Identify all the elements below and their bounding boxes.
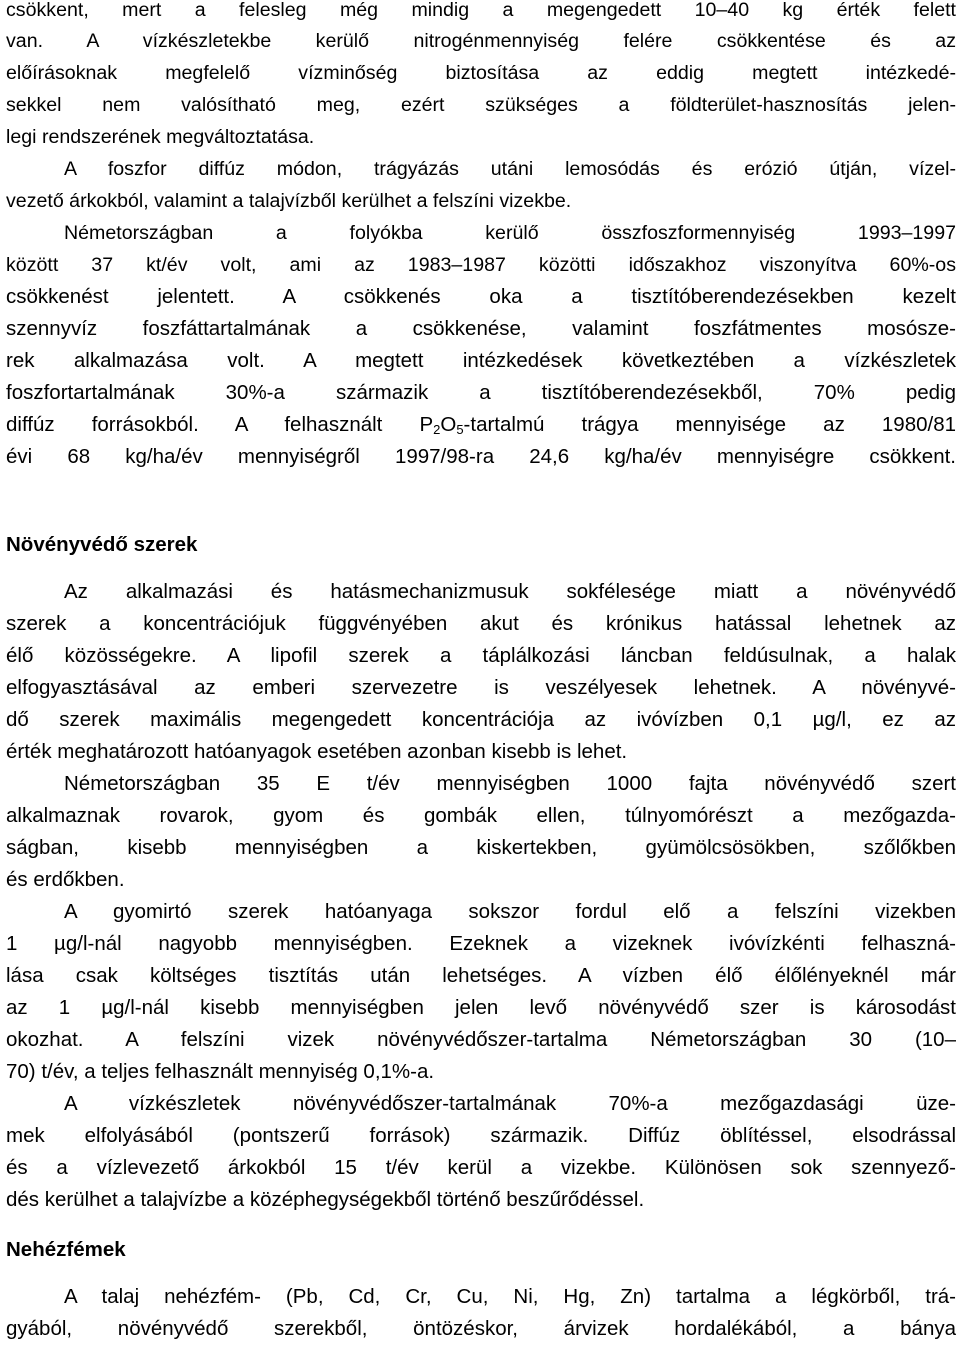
paragraph-line: dés kerülhet a talajvízbe a középhegységekből történő beszűrődéssel. (6, 1188, 645, 1211)
paragraph-line: sekkel nem valósítható meg, ezért szükséges a földterület-hasznosítás jelen- (6, 94, 956, 116)
paragraph-line: gyából, növényvédő szerekből, öntözéskor, árvizek hordalékából, a bánya (6, 1317, 956, 1340)
paragraph-line: Németországban 35 E t/év mennyiségben 1000 fajta növényvédő szert (64, 772, 956, 795)
paragraph-line: lása csak költséges tisztítás után lehetséges. A vízben élő élőlényeknél már (6, 964, 956, 987)
paragraph-line: A gyomirtó szerek hatóanyaga sokszor fordul elő a felszíni vizekben (64, 900, 956, 923)
paragraph-line: csökkent, mert a felesleg még mindig a megengedett 10–40 kg érték felett (6, 0, 956, 21)
paragraph-line: 70) t/év, a teljes felhasznált mennyiség 0,1%-a. (6, 1060, 435, 1083)
paragraph-line: A vízkészletek növényvédőszer-tartalmának 70%-a mezőgazdasági üze- (64, 1092, 956, 1115)
paragraph-line: foszfortartalmának 30%-a származik a tisztítóberendezésekből, 70% pedig (6, 381, 956, 404)
paragraph-line: Az alkalmazási és hatásmechanizmusuk sokfélesége miatt a növényvédő (64, 580, 956, 603)
paragraph-line: csökkenést jelentett. A csökkenés oka a tisztítóberendezésekben kezelt (6, 285, 956, 308)
subscript: 2 (433, 422, 441, 437)
section-heading: Növényvédő szerek (6, 533, 198, 556)
paragraph-line: legi rendszerének megváltoztatása. (6, 126, 315, 148)
paragraph-line: elfogyasztásával az emberi szervezetre is veszélyesek lehetnek. A növényvé- (6, 676, 956, 699)
paragraph-line: 1 µg/l-nál nagyobb mennyiségben. Ezeknek a vizeknek ivóvízkénti felhaszná- (6, 932, 956, 955)
paragraph-line-formula (6, 409, 956, 441)
paragraph-line: rek alkalmazása volt. A megtett intézkedések következtében a vízkészletek (6, 349, 956, 372)
paragraph-line: szennyvíz foszfáttartalmának a csökkenése, valamint foszfátmentes mosósze- (6, 317, 956, 340)
paragraph-line: érték meghatározott hatóanyagok esetében azonban kisebb is lehet. (6, 740, 628, 763)
paragraph-line: A foszfor diffúz módon, trágyázás utáni lemosódás és erózió útján, vízel- (64, 158, 956, 180)
paragraph-line: szerek a koncentrációjuk függvényében akut és krónikus hatással lehetnek az (6, 612, 956, 635)
paragraph-line: okozhat. A felszíni vizek növényvédőszer-tartalma Németországban 30 (10– (6, 1028, 956, 1051)
paragraph-line: van. A vízkészletekbe kerülő nitrogénmennyiség felére csökkentése és az (6, 30, 956, 52)
subscript: 5 (456, 422, 464, 437)
text-segment: diffúz forrásokból. A felhasznált P (6, 413, 434, 436)
paragraph-line: az 1 µg/l-nál kisebb mennyiségben jelen levő növényvédő szer is károsodást (6, 996, 956, 1019)
paragraph-line: előírásoknak megfelelő vízminőség biztosítása az eddig megtett intézkedé- (6, 62, 956, 84)
paragraph-line: évi 68 kg/ha/év mennyiségről 1997/98-ra 24,6 kg/ha/év mennyiségre csökkent. (6, 445, 956, 468)
text-segment: O (440, 413, 457, 436)
section-heading: Nehézfémek (6, 1238, 126, 1261)
paragraph-line: dő szerek maximális megengedett koncentrációja az ivóvízben 0,1 µg/l, ez az (6, 708, 956, 731)
paragraph-line: A talaj nehézfém- (Pb, Cd, Cr, Cu, Ni, Hg, Zn) tartalma a légkörből, trá- (64, 1285, 956, 1308)
paragraph-line: és a vízlevezető árkokból 15 t/év kerül a vizekbe. Különösen sok szennyező- (6, 1156, 956, 1179)
paragraph-line: és erdőkben. (6, 868, 125, 891)
paragraph-line: Németországban a folyókba kerülő összfoszformennyiség 1993–1997 (64, 222, 956, 244)
paragraph-line: között 37 kt/év volt, ami az 1983–1987 közötti időszakhoz viszonyítva 60%-os (6, 254, 956, 276)
paragraph-line: mek elfolyásából (pontszerű források) származik. Diffúz öblítéssel, elsodrással (6, 1124, 956, 1147)
paragraph-line: vezető árkokból, valamint a talajvízből kerülhet a felszíni vizekbe. (6, 190, 572, 212)
paragraph-line: alkalmaznak rovarok, gyom és gombák ellen, túlnyomórészt a mezőgazda- (6, 804, 956, 827)
paragraph-line: élő közösségekre. A lipofil szerek a táplálkozási láncban feldúsulnak, a halak (6, 644, 956, 667)
paragraph-line: ságban, kisebb mennyiségben a kiskertekben, gyümölcsösökben, szőlőkben (6, 836, 956, 859)
text-segment: -tartalmú trágya mennyisége az 1980/81 (463, 413, 956, 436)
